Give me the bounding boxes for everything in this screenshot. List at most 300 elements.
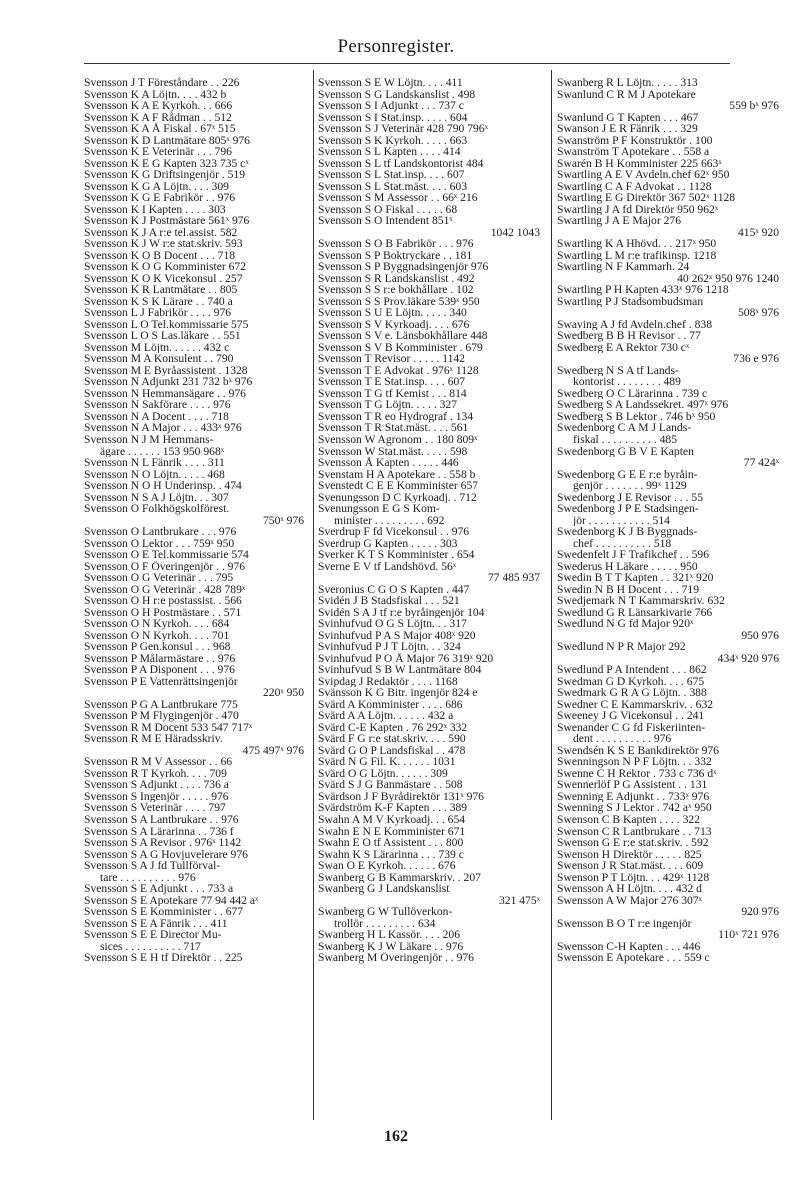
register-entry — [318, 146, 540, 158]
entry-line: Svensson N A Docent . . . . 718 — [84, 410, 229, 423]
register-entry — [557, 607, 779, 619]
entry-line: Svensson S P Byggnadsingenjör 976 — [318, 261, 489, 273]
register-entry — [557, 492, 779, 504]
entry-line: Svinhufvud P A S Major 408ˣ 920 — [318, 629, 476, 642]
register-entry — [557, 123, 779, 135]
entry-line: Svensson P Målarmästare . . 976 — [84, 652, 236, 665]
entry-line: Svensson S O B Fabrikör . . . 976 — [318, 238, 474, 250]
entry-line: Svensson P A Disponent . . . 976 — [84, 664, 235, 676]
register-entry — [84, 434, 304, 457]
entry-line: Swartling P H Kapten 433ˣ 976 1218 — [557, 284, 729, 296]
entry-line: Svensson T G tf Kemist . . . 814 — [318, 387, 467, 400]
register-entry — [84, 595, 304, 607]
entry-line: Sweeney J G Vicekonsul . . 241 — [557, 710, 705, 722]
register-entry — [318, 768, 540, 780]
register-entry — [84, 826, 304, 838]
register-entry — [84, 549, 304, 561]
register-column-right — [557, 77, 779, 964]
entry-line: Svinhufvud O G S Löjtn. . . 317 — [318, 618, 467, 630]
register-entry — [84, 653, 304, 665]
register-entry — [84, 584, 304, 596]
entry-line: Svärd S J G Banmästare . . 508 — [318, 779, 463, 791]
register-entry — [557, 860, 779, 872]
register-entry — [557, 250, 779, 262]
register-entry — [557, 561, 779, 573]
entry-line: Swahn K S Lärarinna . . . 739 c — [318, 848, 464, 861]
entry-line: Svensson K R Lantmätare . . 805 — [84, 284, 238, 296]
entry-line: Swanström T Apotekare . . 558 a — [557, 146, 710, 158]
entry-continuation-line: genjör . . . . . . . 99ˣ 1129 — [573, 480, 687, 492]
register-entry — [318, 826, 540, 838]
entry-line: Swahn E N E Komminister 671 — [318, 825, 466, 838]
entry-line: Svensson S K Kyrkoh. . . . . 663 — [318, 134, 468, 147]
register-entry — [557, 469, 779, 492]
register-entry — [318, 653, 540, 665]
register-entry — [84, 330, 304, 342]
register-entry — [84, 929, 304, 952]
register-entry — [318, 561, 540, 584]
entry-line: Swedberg S A Landssekret. 497ˣ 976 — [557, 399, 729, 411]
register-entry — [84, 388, 304, 400]
entry-line: Svensson K A Å Fiskal . 67ˣ 515 — [84, 123, 236, 135]
register-entry — [84, 422, 304, 434]
entry-line: Swedberg O C Lärarinna . 739 c — [557, 387, 708, 400]
entry-line: Swenander C G fd Fiskeriinten- — [557, 721, 706, 734]
entry-line: Svensson K J A r:e tel.assist. 582 — [84, 226, 238, 239]
register-entry — [318, 699, 540, 711]
entry-continuation-line: 77 485 937 — [487, 572, 540, 584]
register-entry — [318, 457, 540, 469]
register-entry — [557, 549, 779, 561]
register-entry — [557, 330, 779, 342]
entry-line: Svensson S S Prov.läkare 539ˣ 950 — [318, 295, 480, 308]
register-entry — [84, 952, 304, 964]
entry-line: Svensson K D Lantmätare 805ˣ 976 — [84, 134, 250, 147]
register-entry — [318, 722, 540, 734]
register-entry — [318, 353, 540, 365]
register-entry — [84, 906, 304, 918]
entry-line: Swenson P T Löjtn. . . 429ˣ 1128 — [557, 871, 710, 884]
register-entry — [557, 952, 779, 964]
entry-line: Swensson B O T r:e ingenjör — [557, 917, 692, 930]
entry-line: Svensson M E Byråassistent . 1328 — [84, 364, 248, 377]
entry-line: Svensson S M Assessor . . 66ˣ 216 — [318, 192, 478, 204]
entry-line: Swedberg N S A tf Lands- — [557, 364, 679, 377]
register-entry — [84, 146, 304, 158]
entry-line: Svensson T R Stat.mäst. . . . 561 — [318, 422, 469, 434]
register-entry — [318, 549, 540, 561]
entry-continuation-line: 220ˣ 950 — [262, 687, 304, 699]
entry-line: Svensson S V e. Länsbokhållare 448 — [318, 330, 488, 342]
entry-line: Svensson N O Löjtn. . . . . 468 — [84, 468, 225, 481]
register-entry — [318, 215, 540, 238]
entry-line: Svensson J T Föreståndare . . 226 — [84, 77, 240, 89]
register-entry — [84, 181, 304, 193]
register-entry — [557, 422, 779, 445]
entry-line: Svärd N G Fil. K. . . . . . 1031 — [318, 756, 456, 768]
entry-line: Swendsén K S E Bankdirektör 976 — [557, 744, 719, 757]
entry-line: Swedner C E Kammarskriv. . 632 — [557, 698, 714, 711]
entry-line: Svensson O Lektor . . . 759ˣ 950 — [84, 537, 235, 550]
register-entry — [557, 687, 779, 699]
entry-line: Swedenborg C A M J Lands- — [557, 422, 692, 434]
entry-continuation-line: 475 497ˣ 976 — [242, 744, 304, 757]
entry-continuation-line: ägare . . . . . . 153 950 968ˣ — [100, 445, 225, 458]
entry-line: Svensson O E Tel.kommissarie 574 — [84, 549, 249, 561]
entry-line: Svensson T Revisor . . . . . 1142 — [318, 353, 465, 365]
entry-line: Svinhufvud S B W Lantmätare 804 — [318, 664, 482, 676]
register-entry — [84, 676, 304, 699]
entry-line: Svensson T E Stat.insp. . . . 607 — [318, 376, 466, 388]
entry-line: Swahn A M V Kyrkoadj. . . 654 — [318, 814, 466, 826]
entry-continuation-line: dent . . . . . . . . . . 976 — [573, 733, 672, 745]
entry-line: Swedjemark N T Kammarskriv. 632 — [557, 595, 725, 607]
register-entry — [84, 779, 304, 791]
entry-line: Svensson S V Kyrkoadj. . . . 676 — [318, 318, 470, 331]
entry-line: Swartling L M r:e trafikinsp. 1218 — [557, 249, 717, 262]
entry-line: Svensson S O Intendent 851ˣ — [318, 215, 453, 227]
register-entry — [318, 791, 540, 803]
register-entry — [318, 411, 540, 423]
register-entry — [318, 112, 540, 124]
register-entry — [557, 77, 779, 89]
entry-line: Svensson T R eo Hydrograf . 134 — [318, 410, 474, 423]
entry-line: Svensson R M E Häradsskriv. — [84, 733, 223, 745]
entry-line: Svensson K O K Vicekonsul . 257 — [84, 272, 243, 285]
register-entry — [318, 469, 540, 481]
entry-line: Svensson S R Landskanslist . 492 — [318, 272, 475, 285]
entry-line: Swartling N F Kammarh. 24 — [557, 261, 690, 273]
entry-line: Svensson N O H Underinsp. . 474 — [84, 480, 242, 492]
register-entry — [84, 618, 304, 630]
entry-line: Svensson O G Veterinär . . . 795 — [84, 572, 234, 584]
entry-line: Swenning S J Lektor . 742 aˣ 950 — [557, 802, 712, 814]
register-entry — [557, 181, 779, 193]
register-entry — [84, 756, 304, 768]
register-entry — [318, 135, 540, 147]
register-entry — [318, 745, 540, 757]
register-entry — [84, 480, 304, 492]
register-entry — [84, 376, 304, 388]
entry-line: Swenningson N P F Löjtn. . . 332 — [557, 756, 712, 768]
entry-continuation-line: 508ˣ 976 — [737, 307, 779, 319]
entry-line: Swan O E Kyrkoh. . . . . . 676 — [318, 860, 456, 872]
register-entry — [318, 676, 540, 688]
register-entry — [318, 641, 540, 653]
entry-continuation-line: 434ˣ 920 976 — [717, 652, 779, 665]
register-entry — [557, 768, 779, 780]
entry-line: Svensson S E Apotekare 77 94 442 aˣ — [84, 894, 259, 907]
entry-line: Swensson A H Löjtn. . . . 432 d — [557, 883, 702, 895]
register-entry — [84, 319, 304, 331]
register-entry — [557, 676, 779, 688]
entry-line: Swensson C-H Kapten . . . 446 — [557, 940, 701, 953]
entry-continuation-line: 40 262ˣ 950 976 1240 — [677, 272, 779, 285]
entry-line: Svensson K G E Fabrikör . . 976 — [84, 192, 236, 204]
entry-line: Svensson N J M Hemmans- — [84, 433, 214, 446]
entry-line: Svensson T E Advokat . 976ˣ 1128 — [318, 364, 479, 377]
entry-line: Swederus H Läkare . . . . . 950 — [557, 560, 698, 573]
register-entry — [318, 941, 540, 953]
entry-line: Swanlund G T Kapten . . . 467 — [557, 111, 699, 124]
register-entry — [557, 158, 779, 170]
entry-continuation-line: 415ˣ 920 — [737, 226, 779, 239]
entry-line: Svensson S A Revisor . 976ˣ 1142 — [84, 837, 242, 849]
register-entry — [84, 342, 304, 354]
entry-line: Sverker K T S Komminister . 654 — [318, 549, 475, 561]
entry-line: Svensson S L Stat.insp. . . . 607 — [318, 169, 465, 181]
entry-line: Svenungsson E G S Kom- — [318, 503, 440, 515]
register-entry — [557, 238, 779, 250]
entry-continuation-line: 77 424ˣ — [743, 457, 779, 469]
register-entry — [84, 399, 304, 411]
register-entry — [318, 779, 540, 791]
register-entry — [557, 722, 779, 745]
register-entry — [557, 446, 779, 469]
register-entry — [84, 158, 304, 170]
register-entry — [318, 526, 540, 538]
entry-line: Svensson S L Stat.mäst. . . . 603 — [318, 180, 468, 193]
entry-line: Svinhufvud P O Å Major 76 319ˣ 920 — [318, 652, 494, 665]
register-entry — [318, 181, 540, 193]
register-entry — [557, 411, 779, 423]
register-entry — [84, 641, 304, 653]
entry-line: Svensson K S K Lärare . . 740 a — [84, 295, 233, 308]
register-entry — [84, 250, 304, 262]
entry-line: Svensson S O Fiskal . . . . . 68 — [318, 203, 458, 216]
entry-line: Swanberg G J Landskanslist — [318, 883, 450, 895]
register-entry — [318, 330, 540, 342]
register-entry — [84, 123, 304, 135]
register-entry — [557, 779, 779, 791]
entry-continuation-line: 1042 1043 — [490, 226, 540, 239]
entry-line: Svensson R M V Assessor . . 66 — [84, 756, 233, 768]
entry-line: Sveronius C G O S Kapten . 447 — [318, 583, 470, 596]
entry-continuation-line: trollör . . . . . . . . . 634 — [334, 917, 436, 930]
entry-line: Svensson T G Löjtn. . . . . 327 — [318, 399, 458, 411]
entry-line: Svensson S L Kapten . . . . 414 — [318, 146, 461, 158]
entry-line: Svensson M A Konsulent . . 790 — [84, 353, 234, 365]
entry-line: Swartling C A F Advokat . . 1128 — [557, 180, 712, 193]
register-entry — [318, 595, 540, 607]
register-entry — [318, 100, 540, 112]
register-entry — [84, 664, 304, 676]
register-entry — [84, 837, 304, 849]
entry-line: Swedlund P A Intendent . . . 862 — [557, 664, 707, 676]
entry-line: Swenne C H Rektor . 733 c 736 dˣ — [557, 767, 717, 780]
entry-line: Svensson S V B Komminister . 679 — [318, 341, 483, 354]
register-entry — [318, 503, 540, 526]
register-entry — [84, 802, 304, 814]
entry-line: Swanson J E R Fänrik . . . 329 — [557, 123, 698, 135]
entry-line: Svensson S U E Löjtn. . . . . 340 — [318, 307, 467, 319]
column-divider — [313, 70, 314, 1120]
register-column-left — [84, 77, 304, 964]
entry-line: Svensson N Hemmansägare . . 976 — [84, 387, 246, 400]
register-entry — [557, 618, 779, 641]
entry-line: Swedenborg J E Revisor . . . 55 — [557, 491, 703, 504]
entry-line: Svensson W Agronom . . 180 809ˣ — [318, 433, 478, 446]
entry-line: Svinhufvud P J T Löjtn. . . 324 — [318, 641, 461, 653]
entry-line: Swennerlöf P G Assistent . . 131 — [557, 779, 708, 791]
entry-line: Svensson S L tf Landskontorist 484 — [318, 157, 484, 170]
entry-continuation-line: fiskal . . . . . . . . . . 485 — [573, 433, 678, 446]
entry-line: Swedberg E A Rektor 730 cˣ — [557, 341, 690, 354]
register-entry — [557, 284, 779, 296]
register-entry — [84, 918, 304, 930]
entry-line: Svensson O Folkhögskolförest. — [84, 503, 230, 515]
register-entry — [84, 353, 304, 365]
register-entry — [84, 469, 304, 481]
register-entry — [318, 480, 540, 492]
register-entry — [318, 296, 540, 308]
register-entry — [318, 273, 540, 285]
register-entry — [318, 584, 540, 596]
entry-line: Svensson K J Postmästare 561ˣ 976 — [84, 215, 250, 227]
entry-line: Swedin N B H Docent . . . 719 — [557, 583, 700, 596]
register-entry — [318, 388, 540, 400]
register-entry — [84, 307, 304, 319]
register-entry — [557, 814, 779, 826]
entry-line: Svensson O H Postmästare . . 571 — [84, 606, 242, 619]
entry-line: Swedberg B B H Revisor . . 77 — [557, 330, 701, 342]
register-entry — [318, 492, 540, 504]
entry-line: Swanlund C R M J Apotekare — [557, 88, 696, 101]
entry-continuation-line: chef . . . . . . . . . . 518 — [573, 537, 672, 550]
entry-line: Swanberg G B Kammarskriv. . 207 — [318, 871, 481, 884]
entry-line: Svensson K A Löjtn. . . . 432 b — [84, 88, 227, 101]
entry-line: Swedenborg J P E Stadsingen- — [557, 503, 699, 515]
entry-line: Svidén J B Stadsfiskal . . . 521 — [318, 595, 460, 607]
register-entry — [84, 768, 304, 780]
register-entry — [557, 941, 779, 953]
register-entry — [557, 135, 779, 147]
register-entry — [318, 169, 540, 181]
entry-line: Svensson S I Stat.insp. . . . . 604 — [318, 111, 468, 124]
register-entry — [557, 710, 779, 722]
entry-line: Svensson K G A Löjtn. . . . 309 — [84, 180, 229, 193]
register-entry — [557, 146, 779, 158]
entry-line: Svensson N S A J Löjtn. . . 307 — [84, 491, 229, 504]
entry-line: Svensson K J W r:e stat.skriv. 593 — [84, 238, 243, 250]
entry-line: Svensson L J Fabrikör . . . . 976 — [84, 307, 232, 319]
entry-line: Svensson P G A Lantbrukare 775 — [84, 698, 238, 711]
register-entry — [318, 756, 540, 768]
entry-line: Swenson C R Lantbrukare . . 713 — [557, 825, 712, 838]
entry-line: Swedmark G R A G Löjtn. . 388 — [557, 687, 707, 699]
entry-line: Svensson O H r:e postassist. . 566 — [84, 595, 242, 607]
register-entry — [557, 192, 779, 204]
register-entry — [318, 849, 540, 861]
entry-line: Svensson K O B Docent . . . 718 — [84, 249, 236, 262]
page-number: 162 — [384, 1128, 408, 1145]
entry-line: Svipdag J Redaktör . . . . 1168 — [318, 675, 458, 688]
entry-continuation-line: 110ˣ 721 976 — [718, 929, 779, 941]
entry-line: Swenson C B Kapten . . . . 322 — [557, 814, 700, 826]
entry-line: Svensson S Ingenjör . . . . . 976 — [84, 790, 229, 803]
entry-line: Svänsson K G Bitr. ingenjör 824 e — [318, 687, 478, 699]
entry-line: Svensson K E G Kapten 323 735 cˣ — [84, 157, 249, 170]
entry-line: Svensson K A F Rådman . . 512 — [84, 111, 232, 124]
register-entry — [318, 710, 540, 722]
register-entry — [557, 802, 779, 814]
register-entry — [84, 538, 304, 550]
register-entry — [318, 204, 540, 216]
register-entry — [557, 204, 779, 216]
register-entry — [84, 699, 304, 711]
register-entry — [557, 584, 779, 596]
register-entry — [318, 618, 540, 630]
entry-line: Swartling J A E Major 276 — [557, 215, 681, 227]
entry-continuation-line: sices . . . . . . . . . . 717 — [100, 940, 201, 953]
register-entry — [557, 261, 779, 284]
register-entry — [318, 89, 540, 101]
register-entry — [318, 538, 540, 550]
register-entry — [557, 745, 779, 757]
entry-line: Swedenborg G B V E Kapten — [557, 445, 694, 458]
entry-line: Swedman G D Kyrkoh. . . . 675 — [557, 675, 705, 688]
entry-line: Svensson S A Lärarinna . . 736 f — [84, 825, 234, 838]
entry-line: Swenson H Direktör . . . . . 825 — [557, 848, 702, 861]
register-entry — [318, 238, 540, 250]
register-entry — [84, 607, 304, 619]
register-entry — [557, 503, 779, 526]
register-entry — [84, 238, 304, 250]
register-entry — [318, 342, 540, 354]
register-entry — [318, 77, 540, 89]
register-entry — [557, 296, 779, 319]
entry-line: Svensson R M Docent 533 547 717ˣ — [84, 721, 253, 734]
register-entry — [557, 342, 779, 365]
register-entry — [84, 192, 304, 204]
entry-line: Svensson O Lantbrukare . . . 976 — [84, 526, 237, 538]
entry-line: Swensson A W Major 276 307ˣ — [557, 894, 702, 907]
entry-line: Swanberg R L Löjtn. . . . . 313 — [557, 77, 698, 89]
entry-continuation-line: 950 976 — [741, 629, 779, 642]
entry-line: Svensson N Sakförare . . . . 976 — [84, 399, 231, 411]
entry-line: Swedenborg K J B Byggnads- — [557, 526, 698, 538]
register-entry — [557, 572, 779, 584]
register-entry — [84, 733, 304, 756]
entry-line: Swedlund N G fd Major 920ˣ — [557, 618, 694, 630]
entry-line: Svensson S S r:e bokhållare . 102 — [318, 284, 474, 296]
entry-line: Swarén B H Komminister 225 663ˣ — [557, 157, 722, 170]
register-entry — [318, 814, 540, 826]
entry-line: Svärdson J F Byrådirektör 131ˣ 976 — [318, 790, 484, 803]
register-entry — [557, 215, 779, 238]
entry-line: Sverdrup G Kapten . . . . . 303 — [318, 537, 458, 550]
entry-line: Swanberg K J W Läkare . . 976 — [318, 940, 464, 953]
entry-line: Svensson Å Kapten . . . . . 446 — [318, 457, 459, 469]
entry-line: Svensson O N Kyrkoh. . . . 684 — [84, 618, 230, 630]
entry-line: Svensson O N Kyrkoh. . . . 701 — [84, 629, 230, 642]
register-entry — [557, 849, 779, 861]
register-entry — [318, 883, 540, 906]
register-entry — [318, 630, 540, 642]
register-entry — [557, 756, 779, 768]
register-entry — [318, 952, 540, 964]
register-entry — [318, 261, 540, 273]
entry-line: Svensson N L Fänrik . . . . 311 — [84, 457, 225, 469]
register-entry — [84, 204, 304, 216]
entry-line: Swartling E G Direktör 367 502ˣ 1128 — [557, 192, 736, 204]
register-entry — [318, 307, 540, 319]
register-entry — [318, 687, 540, 699]
register-entry — [557, 526, 779, 549]
entry-line: Svenungsson D C Kyrkoadj. . 712 — [318, 491, 477, 504]
register-entry — [84, 572, 304, 584]
entry-continuation-line: 559 bˣ 976 — [729, 100, 779, 112]
